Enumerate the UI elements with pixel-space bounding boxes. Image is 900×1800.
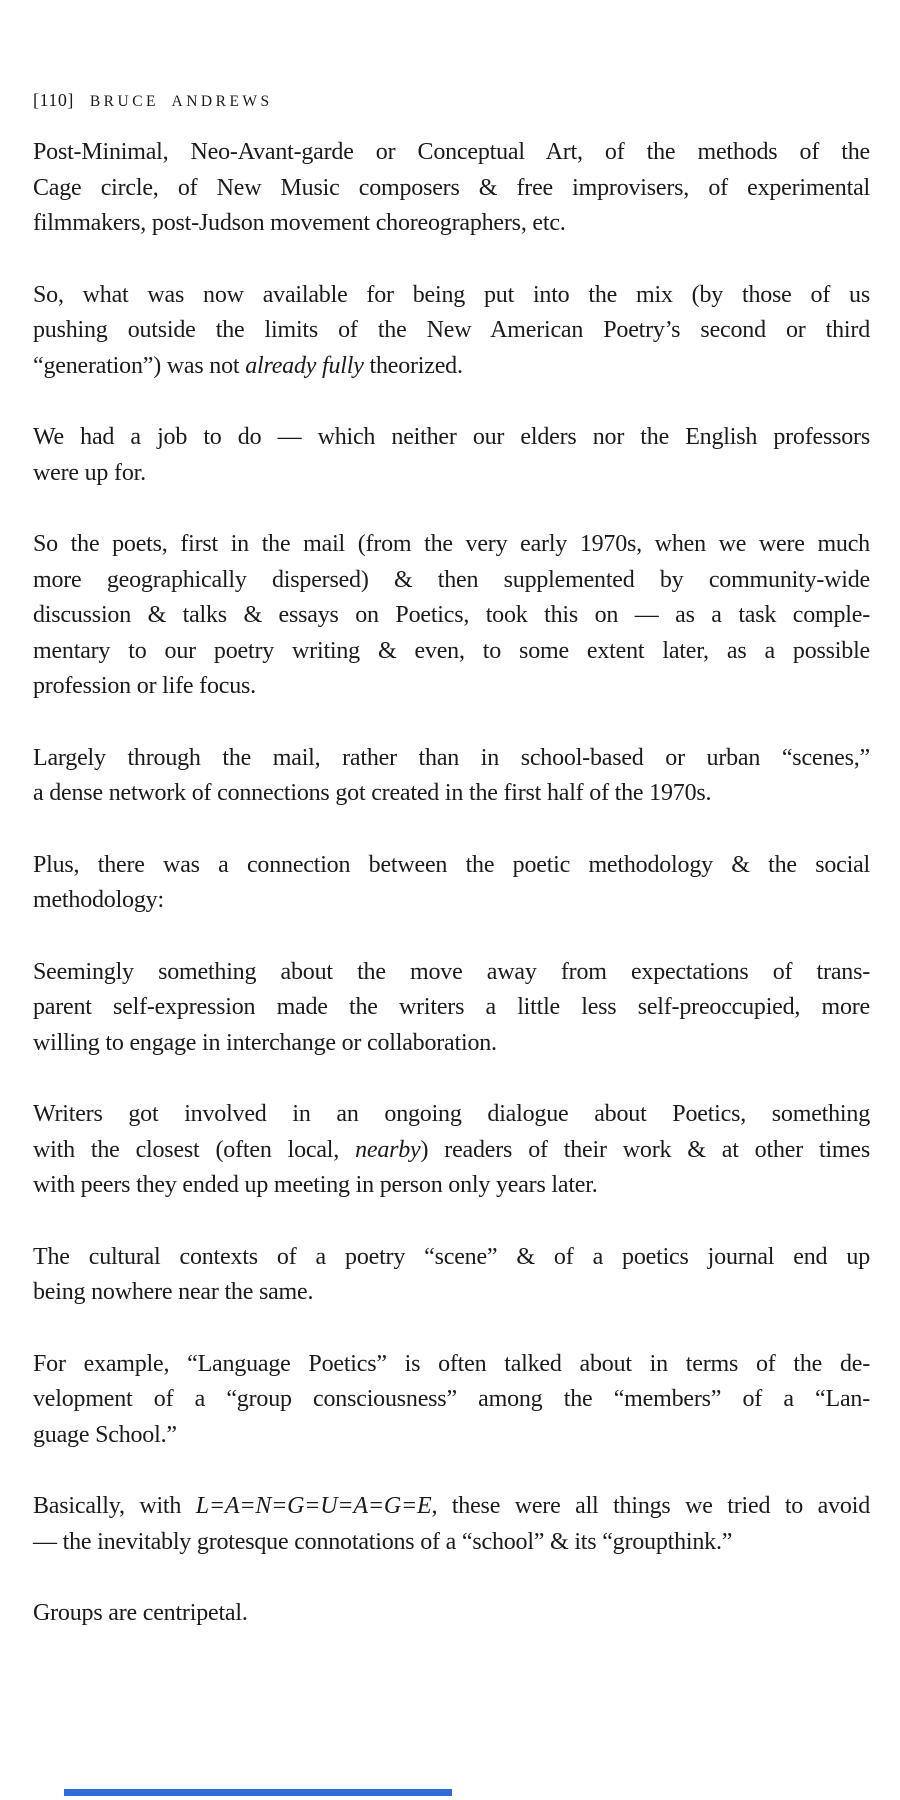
text-line: So the poets, first in the mail (from the very early 1970s, when we were much — [33, 531, 870, 557]
text-line: Groups are centripetal. — [33, 1600, 248, 1626]
paragraph — [33, 420, 870, 491]
paragraph — [33, 1489, 870, 1560]
text-line: The cultural contexts of a poetry “scene” & of a poetics journal end up — [33, 1243, 870, 1270]
text-line: pushing outside the limits of the New American Poetry’s second or third — [33, 317, 870, 343]
paragraph — [33, 955, 870, 1062]
author-name: BRUCE ANDREWS — [89, 93, 273, 110]
text-line: parent self-expression made the writers a little less self-preoccupied, more — [33, 994, 870, 1020]
text-line: filmmakers, post-Judson movement choreographers, etc. — [33, 210, 566, 236]
paragraph — [33, 278, 870, 385]
text-line: So, what was now available for being put into the mix (by those of us — [33, 281, 870, 308]
text-line: more geographically dispersed) & then supplemented by community-wide — [33, 566, 870, 593]
page-number: [110] — [33, 90, 74, 110]
text-line: “generation”) was not already fully theorized. — [33, 352, 463, 379]
text-line: Largely through the mail, rather than in school-based or urban “scenes,” — [33, 744, 870, 771]
text-line: Seemingly something about the move away from expectations of trans- — [33, 958, 870, 985]
text-line: guage School.” — [33, 1421, 177, 1448]
text-line: Cage circle, of New Music composers & free improvisers, of experimental — [33, 174, 870, 201]
page-body — [33, 135, 870, 1632]
text-line: being nowhere near the same. — [33, 1279, 314, 1305]
text-line: Post-Minimal, Neo-Avant-garde or Conceptual Art, of the methods of the — [33, 139, 870, 165]
paragraph — [33, 1240, 870, 1311]
text-line: profession or life focus. — [33, 673, 256, 699]
text-line: discussion & talks & essays on Poetics, took this on — as a task comple- — [33, 602, 870, 628]
text-line: — the inevitably grotesque connotations of a “school” & its “groupthink.” — [33, 1528, 733, 1555]
text-line: mentary to our poetry writing & even, to some extent later, as a possible — [33, 637, 870, 664]
text-line: Writers got involved in an ongoing dialogue about Poetics, something — [33, 1101, 870, 1127]
paragraph — [33, 1097, 870, 1204]
text-line: willing to engage in interchange or collaboration. — [33, 1029, 497, 1056]
text-line: Plus, there was a connection between the poetic methodology & the social — [33, 851, 870, 878]
selection-bar — [64, 1789, 452, 1796]
text-line: For example, “Language Poetics” is often talked about in terms of the de- — [33, 1350, 870, 1377]
text-line: a dense network of connections got created in the first half of the 1970s. — [33, 780, 712, 806]
text-line: with peers they ended up meeting in person only years later. — [33, 1172, 598, 1198]
paragraph — [33, 135, 870, 242]
paragraph — [33, 527, 870, 705]
text-line: were up for. — [33, 459, 146, 486]
text-line: Basically, with L=A=N=G=U=A=G=E, these were all things we tried to avoid — [33, 1493, 871, 1519]
paragraph — [33, 848, 870, 919]
paragraph — [33, 1347, 870, 1454]
text-line: velopment of a “group consciousness” among the “members” of a “Lan- — [33, 1386, 870, 1412]
paragraph — [33, 1596, 870, 1632]
text-line: We had a job to do — which neither our elders nor the English professors — [33, 424, 870, 450]
text-line: methodology: — [33, 887, 164, 913]
text-line: with the closest (often local, nearby) readers of their work & at other times — [33, 1136, 870, 1163]
paragraph — [33, 741, 870, 812]
running-head — [33, 90, 870, 111]
